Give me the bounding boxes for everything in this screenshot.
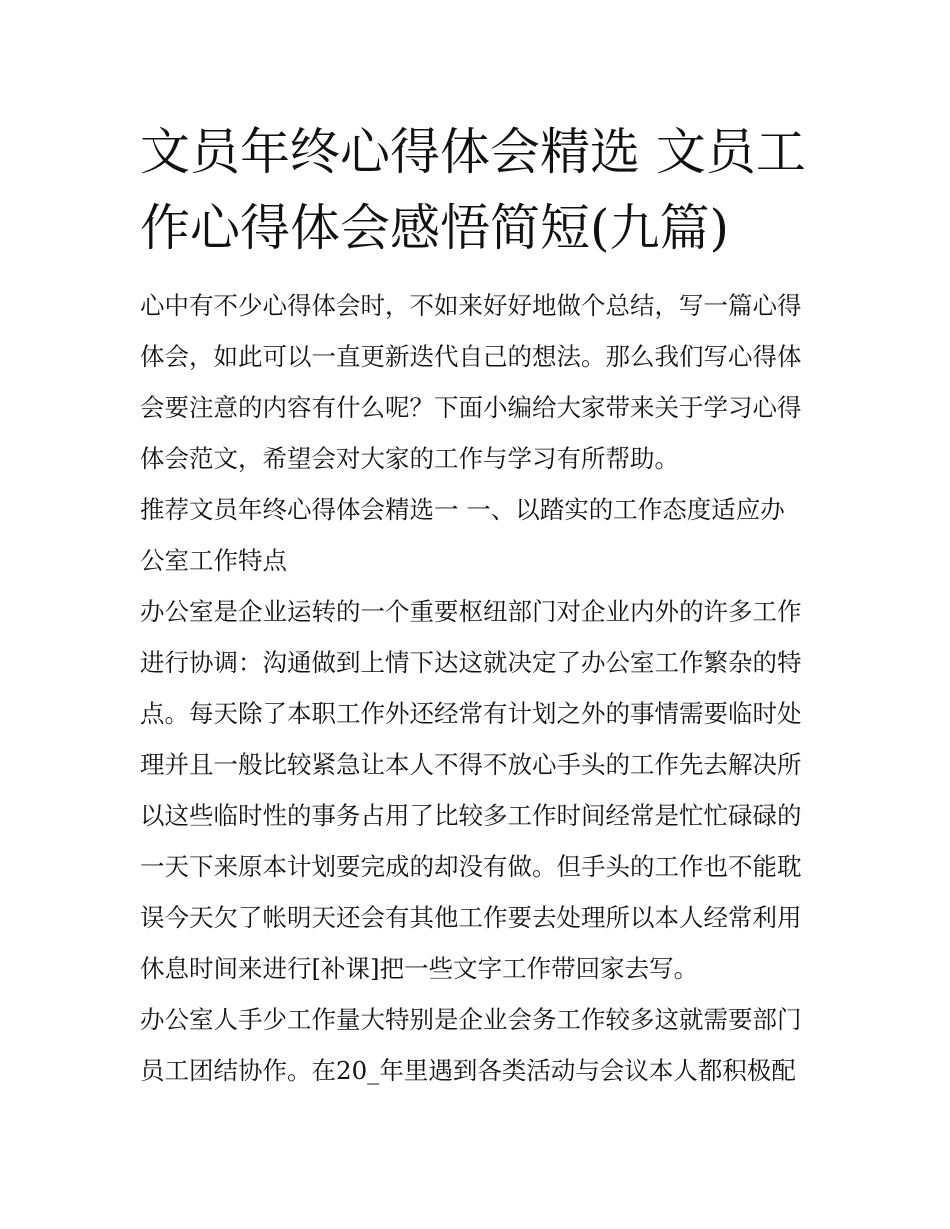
title-line: 文员年终心得体会精选 文员工 [140,123,806,181]
text-line: 点。每天除了本职工作外还经常有计划之外的事情需要临时处 [140,699,802,728]
text-line: 办公室是企业运转的一个重要枢纽部门对企业内外的许多工作 [140,597,802,626]
text-line: 以这些临时性的事务占用了比较多工作时间经常是忙忙碌碌的 [140,801,802,830]
text-line: 会要注意的内容有什么呢？下面小编给大家带来关于学习心得 [140,393,802,422]
text-line: 进行协调：沟通做到上情下达这就决定了办公室工作繁杂的特 [140,648,802,677]
text-line: 理并且一般比较紧急让本人不得不放心手头的工作先去解决所 [140,750,802,779]
text-line: 休息时间来进行[补课]把一些文字工作带回家去写。 [140,954,699,983]
text-line: 体会，如此可以一直更新迭代自己的想法。那么我们写心得体 [140,342,802,371]
text-line: 推荐文员年终心得体会精选一 一、以踏实的工作态度适应办 [140,495,785,524]
text-line: 公室工作特点 [140,546,287,575]
text-line: 误今天欠了帐明天还会有其他工作要去处理所以本人经常利用 [140,903,802,932]
document-body [140,280,820,1096]
text-line: 心中有不少心得体会时，不如来好好地做个总结，写一篇心得 [140,291,802,320]
document-title [140,114,820,266]
text-line: 员工团结协作。在20_年里遇到各类活动与会议本人都积极配 [140,1056,796,1085]
text-line: 一天下来原本计划要完成的却没有做。但手头的工作也不能耽 [140,852,802,881]
text-line: 办公室人手少工作量大特别是企业会务工作较多这就需要部门 [140,1005,802,1034]
text-line: 体会范文，希望会对大家的工作与学习有所帮助。 [140,444,679,473]
title-line: 作心得体会感悟简短(九篇) [140,199,730,257]
